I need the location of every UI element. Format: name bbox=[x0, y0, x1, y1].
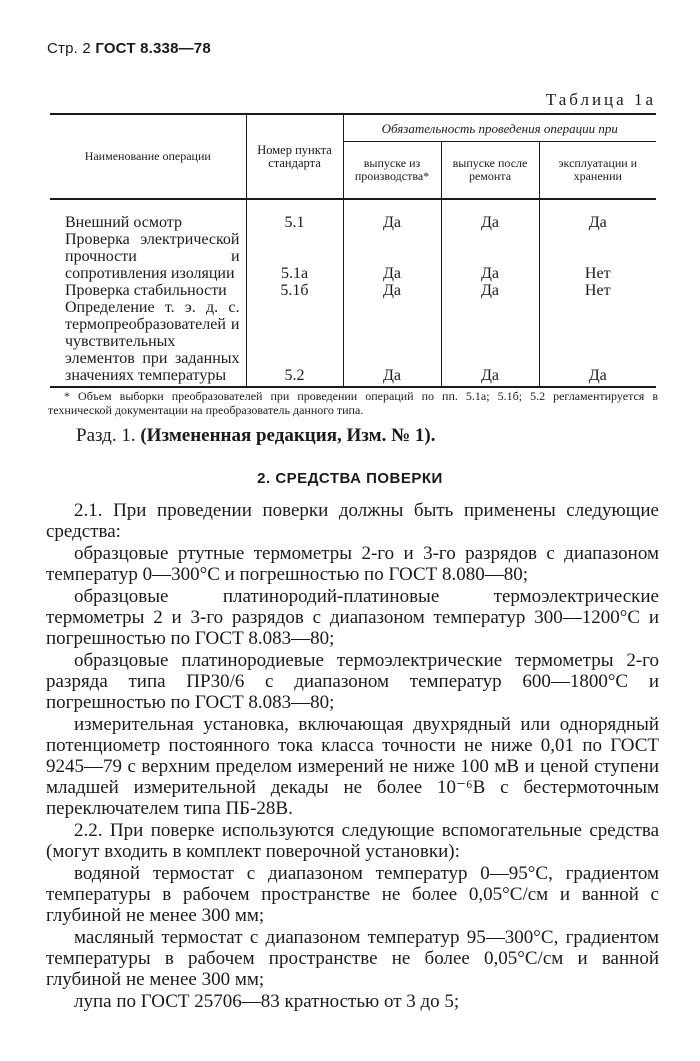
column-header-repair: выпуске после ремонта bbox=[441, 142, 539, 200]
cell-release: Да bbox=[343, 199, 441, 231]
cell-operation: Нет bbox=[539, 282, 656, 299]
cell-release: Да bbox=[343, 231, 441, 282]
cell-operation-name: Проверка стабильности bbox=[65, 282, 227, 299]
table-row bbox=[50, 199, 656, 231]
paragraph: образцовые ртутные термометры 2-го и 3-го разрядов с диапазоном температур 0—300°С и погрешностью по ГОСТ 8.080—80; bbox=[46, 543, 659, 585]
table-row bbox=[50, 231, 656, 282]
section-body bbox=[46, 500, 659, 1013]
column-group-header: Обязательность проведения операции при bbox=[343, 114, 656, 142]
paragraph: масляный термостат с диапазоном температур 95—300°С, градиентом температуры в рабочем пространстве не более 0,05°С/см и ванной глубиной не менее 300 мм; bbox=[46, 927, 659, 990]
cell-repair: Да bbox=[441, 199, 539, 231]
cell-clause-number: 5.1а bbox=[246, 231, 343, 282]
paragraph: водяной термостат с диапазоном температур 0—95°С, градиентом температуры в рабочем пространстве не более 0,05°С/см и ванной с глубиной не менее 300 мм; bbox=[46, 863, 659, 926]
paragraph: лупа по ГОСТ 25706—83 кратностью от 3 до 5; bbox=[74, 991, 460, 1012]
edition-note bbox=[76, 425, 435, 447]
cell-repair: Да bbox=[441, 231, 539, 282]
cell-repair: Да bbox=[441, 299, 539, 387]
page-label: Стр. 2 bbox=[47, 40, 91, 57]
cell-operation: Да bbox=[539, 299, 656, 387]
cell-operation-name: Определение т. э. д. с. термопреобразователей и чувствительных элементов при заданных значениях температуры bbox=[50, 299, 246, 387]
cell-operation-name: Проверка электрической прочности и сопротивления изоляции bbox=[65, 231, 240, 282]
page-header bbox=[47, 40, 211, 57]
cell-operation: Да bbox=[539, 199, 656, 231]
standard-code: ГОСТ 8.338—78 bbox=[95, 40, 211, 57]
cell-release: Да bbox=[343, 282, 441, 299]
cell-repair: Да bbox=[441, 282, 539, 299]
section-title: 2. СРЕДСТВА ПОВЕРКИ bbox=[257, 470, 443, 487]
cell-clause-number: 5.1 bbox=[246, 199, 343, 231]
edition-text: (Измененная редакция, Изм. № 1). bbox=[140, 425, 436, 446]
paragraph: 2.1. При проведении поверки должны быть применены следующие средства: bbox=[46, 500, 659, 542]
paragraph: образцовые платинородий-платиновые термоэлектрические термометры 2 и 3-го разрядов с диапазоном температур 300—1200°С и погрешностью по ГОСТ 8.083—80; bbox=[46, 586, 659, 649]
paragraph: образцовые платинородиевые термоэлектрические термометры 2-го разряда типа ПР30/6 с диапазоном температур 600—1800°С и погрешностью по ГОСТ 8.083—80; bbox=[46, 650, 659, 713]
table-footnote: * Объем выборки преобразователей при проведении операций по пп. 5.1а; 5.1б; 5.2 регламентируется в технической документации на преобразователь данного типа. bbox=[48, 389, 658, 417]
column-header-operation: эксплуатации и хранении bbox=[539, 142, 656, 200]
paragraph: измерительная установка, включающая двухрядный или однорядный потенциометр постоянного тока класса точности не ниже 0,01 по ГОСТ 9245—79 с верхним пределом измерений не ниже 100 мВ и ценой ступени младшей измерительной декады не более 10⁻⁶В с бестермоточным переключателем типа ПБ-28В. bbox=[46, 714, 659, 819]
cell-operation: Нет bbox=[539, 231, 656, 282]
column-header-name: Наименование операции bbox=[50, 114, 246, 199]
cell-clause-number: 5.1б bbox=[246, 282, 343, 299]
cell-clause-number: 5.2 bbox=[246, 299, 343, 387]
edition-prefix: Разд. 1. bbox=[76, 425, 136, 446]
paragraph: 2.2. При поверке используются следующие вспомогательные средства (могут входить в комплект поверочной установки): bbox=[46, 820, 659, 862]
table-row bbox=[50, 299, 656, 387]
cell-operation-name: Внешний осмотр bbox=[65, 214, 182, 231]
column-header-release: выпуске из производства* bbox=[343, 142, 441, 200]
column-header-number: Номер пункта стандарта bbox=[246, 114, 343, 199]
cell-release: Да bbox=[343, 299, 441, 387]
table-row bbox=[50, 282, 656, 299]
table-caption: Таблица 1а bbox=[545, 90, 656, 109]
operations-table bbox=[50, 113, 656, 388]
